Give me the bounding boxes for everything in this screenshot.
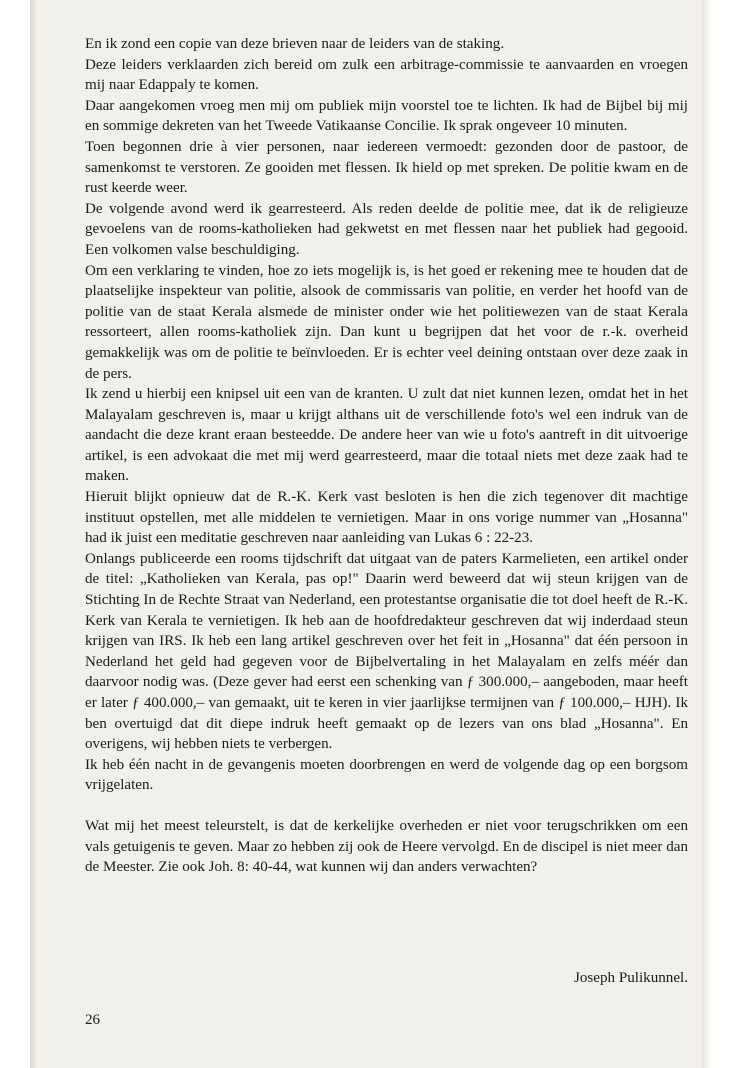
paragraph: Ik heb één nacht in de gevangenis moeten doorbrengen en werd de volgende dag op een borgsom vrijgelaten. [85, 756, 688, 794]
closing-paragraph: Wat mij het meest teleurstelt, is dat de kerkelijke overheden er niet voor terugschrikken om een vals getuigenis te geven. Maar zo hebben zij ook de Heere vervolgd. En de discipel is niet meer dan de Meester. Zie ook Joh. 8: 40-44, wat kunnen wij dan anders verwachten? [85, 817, 688, 876]
paragraph: Om een verklaring te vinden, hoe zo iets mogelijk is, is het goed er rekening mee te houden dat de plaatselijke inspekteur van politie, alsook de commissaris van politie, en verder het hoofd van de politie van de staat Kerala alsmede de minister onder wie het politiewezen van de staat Kerala ressorteert, allen rooms-katholiek zijn. Dan kunt u begrijpen dat het voor de r.-k. overheid gemakkelijk was om de politie te beïnvloeden. Er is echter veel deining ontstaan over deze zaak in de pers. [85, 262, 688, 382]
paragraph: En ik zond een copie van deze brieven naar de leiders van de staking. [85, 36, 505, 52]
paragraph: Toen begonnen drie à vier personen, naar iedereen vermoedt: gezonden door de pastoor, de samenkomst te verstoren. Ze gooiden met flessen. Ik hield op met spreken. De politie kwam en de rust keerde weer. [85, 138, 688, 197]
page-number: 26 [85, 1012, 101, 1028]
body-text [85, 34, 688, 878]
paragraph: Daar aangekomen vroeg men mij om publiek mijn voorstel toe te lichten. Ik had de Bijbel bij mij en sommige dekreten van het Tweede Vatikaanse Concilie. Ik sprak ongeveer 10 minuten. [85, 97, 688, 135]
signature: Joseph Pulikunnel. [573, 970, 688, 986]
paragraph: De volgende avond werd ik gearresteerd. Als reden deelde de politie mee, dat ik de religieuze gevoelens van de rooms-katholieken had gekwetst en met flessen naar het publiek had gegooid. Een volkomen valse beschuldiging. [85, 200, 688, 258]
paragraph: Hieruit blijkt opnieuw dat de R.-K. Kerk vast besloten is hen die zich tegenover dit machtige instituut opstellen, met alle middelen te vernietigen. Maar in ons vorige nummer van „Hosanna" had ik juist een meditatie geschreven naar aanleiding van Lukas 6 : 22-23. [85, 489, 688, 547]
paragraph: Ik zend u hierbij een knipsel uit een van de kranten. U zult dat niet kunnen lezen, omdat het in het Malayalam geschreven is, maar u krijgt althans uit de verschillende foto's wel een indruk van de aandacht die deze krant eraan besteedde. De andere heer van wie u foto's aantreft in dit uitvoerige artikel, is een advokaat die met mij werd gearresteerd, maar die totaal niets met deze zaak had te maken. [85, 386, 688, 485]
book-page [36, 0, 702, 1068]
paragraph: Deze leiders verklaarden zich bereid om zulk een arbitrage-commissie te aanvaarden en vroegen mij naar Edappaly te komen. [85, 56, 688, 94]
paragraph: Onlangs publiceerde een rooms tijdschrift dat uitgaat van de paters Karmelieten, een artikel onder de titel: „Katholieken van Kerala, pas op!" Daarin werd beweerd dat wij steun krijgen van de Stichting In de Rechte Straat van Nederland, een protestantse organisatie die tot doel heeft de R.-K. Kerk van Kerala te vernietigen. Ik heb aan de hoofdredakteur geschreven dat wij inderdaad steun krijgen van IRS. Ik heb een lang artikel geschreven over het feit in „Hosanna" dat één persoon in Nederland het geld had gegeven voor de Bijbelvertaling in het Malayalam en zelfs méér dan daarvoor nodig was. (Deze gever had eerst een schenking van ƒ 300.000,– aangeboden, maar heeft er later ƒ 400.000,– van gemaakt, uit te keren in vier jaarlijkse termijnen van ƒ 100.000,– HJH). Ik ben overtuigd dat dit diepe indruk heeft gemaakt op de lezers van ons blad „Hosanna". En overigens, wij hebben niets te verbergen. [85, 550, 688, 753]
